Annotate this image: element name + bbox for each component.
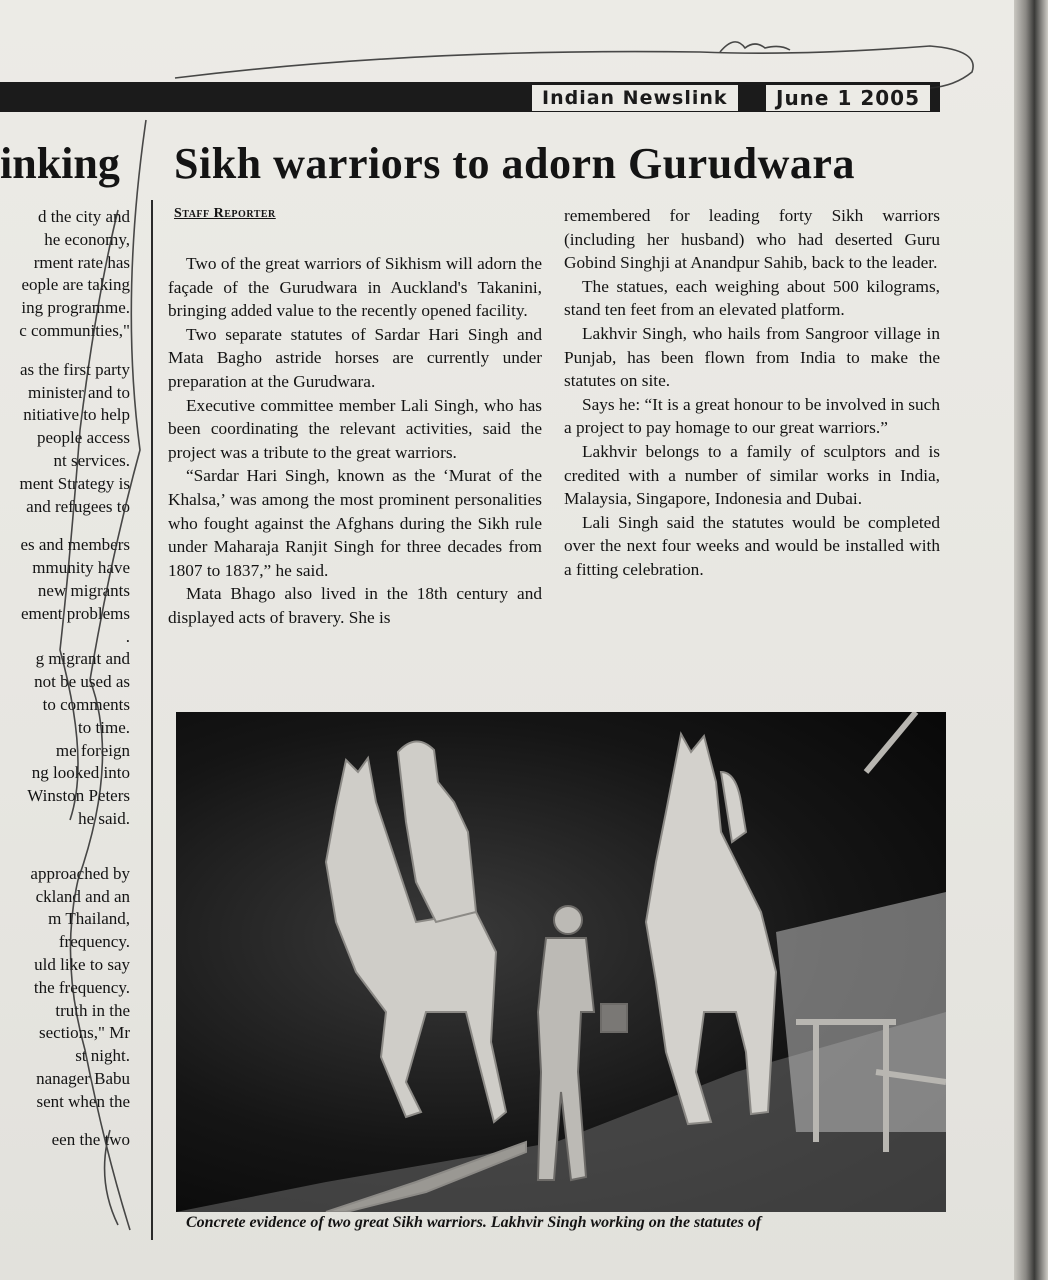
left-article-line: sections," Mr [39,1023,130,1043]
left-article-line: approached by [30,863,130,883]
left-article-line: minister and to [28,382,130,402]
left-article-line [0,518,130,534]
photo-caption: Concrete evidence of two great Sikh warriors. Lakhvir Singh working on the statutes of [186,1214,762,1231]
left-article-line: nitiative to help [23,405,130,425]
left-article-line: and refugees to [26,496,130,516]
left-article-line: nanager Babu [36,1068,130,1088]
left-article-line [0,1113,130,1129]
left-article-line: ing programme. [21,298,130,318]
left-article-line: ement problems [20,603,130,623]
paragraph: Says he: “It is a great honour to be involved in such a project to pay homage to our great warriors.” [564,394,940,438]
left-article-line: the frequency. [33,977,130,997]
left-article-line: mmunity have [32,558,130,578]
left-article-line: rment rate has [33,252,130,272]
left-article-line: me foreign [55,740,130,760]
left-article-headline-fragment: inking [0,139,120,188]
paragraph: Lakhvir belongs to a family of sculptors and is credited with a number of similar works in India, Malaysia, Singapore, Indonesia and Dubai. [564,441,940,509]
left-article-line [0,831,130,847]
left-article-line: g migrant and [35,649,130,669]
paragraph: Executive committee member Lali Singh, who has been coordinating the relevant activities, said the project was a tribute to the great warriors. [168,395,542,462]
paragraph: Two separate statutes of Sardar Hari Singh and Mata Bagho astride horses are currently under preparation at the Gurudwara. [168,324,542,391]
left-article-line [0,343,130,359]
left-article-line: uld like to say [34,954,130,974]
paragraph: “Sardar Hari Singh, known as the ‘Murat of the Khalsa,’ was among the most prominent personalities who fought against the Afghans during the Sikh rule under Maharaja Ranjit Singh for three decades from 1807 to 1837,” he said. [168,466,542,580]
masthead-publication: Indian Newslink [532,85,738,111]
paragraph-continuation: remembered for leading forty Sikh warriors (including her husband) who had deserted Guru Gobind Singhji at Anandpur Sahib, back to the leader. [564,206,940,273]
left-article-line: truth in the [55,1000,130,1020]
left-article-line: people access [37,428,130,448]
left-article-column [0,206,130,1152]
left-article-line: Winston Peters [27,786,130,806]
paragraph: Lakhvir Singh, who hails from Sangroor village in Punjab, has been flown from India to make the statutes on site. [564,323,940,391]
left-article-line: m Thailand, [48,909,130,929]
left-article-line: as the first party [20,359,130,379]
column-divider [151,200,153,1240]
left-article-line: ng looked into [31,763,130,783]
left-article-line: c communities," [19,320,130,340]
left-article-line [0,847,130,863]
article-byline: Staff Reporter [174,206,276,221]
paragraph: The statues, each weighing about 500 kilograms, stand ten feet from an elevated platform. [564,276,940,320]
left-article-line: he said. [78,808,130,828]
page-edge-shadow [1014,0,1048,1280]
article-headline: Sikh warriors to adorn Gurudwara [174,139,855,188]
left-article-line: to comments [42,694,130,714]
paragraph: Lali Singh said the statutes would be completed over the next four weeks and would be installed with a fitting celebration. [564,512,940,579]
left-article-line: nt services. [53,450,130,470]
statues-photo [176,712,946,1212]
masthead-date: June 1 2005 [766,85,930,111]
article-column-1 [168,252,542,630]
left-article-line: sent when the [36,1091,130,1111]
left-article-line: to time. [78,717,130,737]
photo-illustration [176,712,946,1212]
left-article-line: d the city and [37,207,130,226]
left-article-line: ment Strategy is [19,473,130,493]
paragraph: Mata Bhago also lived in the 18th century and displayed acts of bravery. She is [168,584,542,627]
left-article-line: een the two [51,1130,130,1150]
left-article-line: not be used as [34,672,130,692]
left-article-line: ckland and an [35,886,130,906]
left-article-line: eople are taking [21,275,130,295]
left-article-line: new migrants [37,580,130,600]
left-article-line: st night. [75,1046,130,1066]
paragraph: Two of the great warriors of Sikhism will adorn the façade of the Gurudwara in Auckland's Takanini, bringing added value to the recently opened facility. [168,254,542,321]
left-article-line: frequency. [58,932,130,952]
left-article-line: es and members [20,535,130,555]
left-article-line: . [125,626,130,646]
article-column-2 [564,204,940,582]
left-article-line: he economy, [44,229,130,249]
